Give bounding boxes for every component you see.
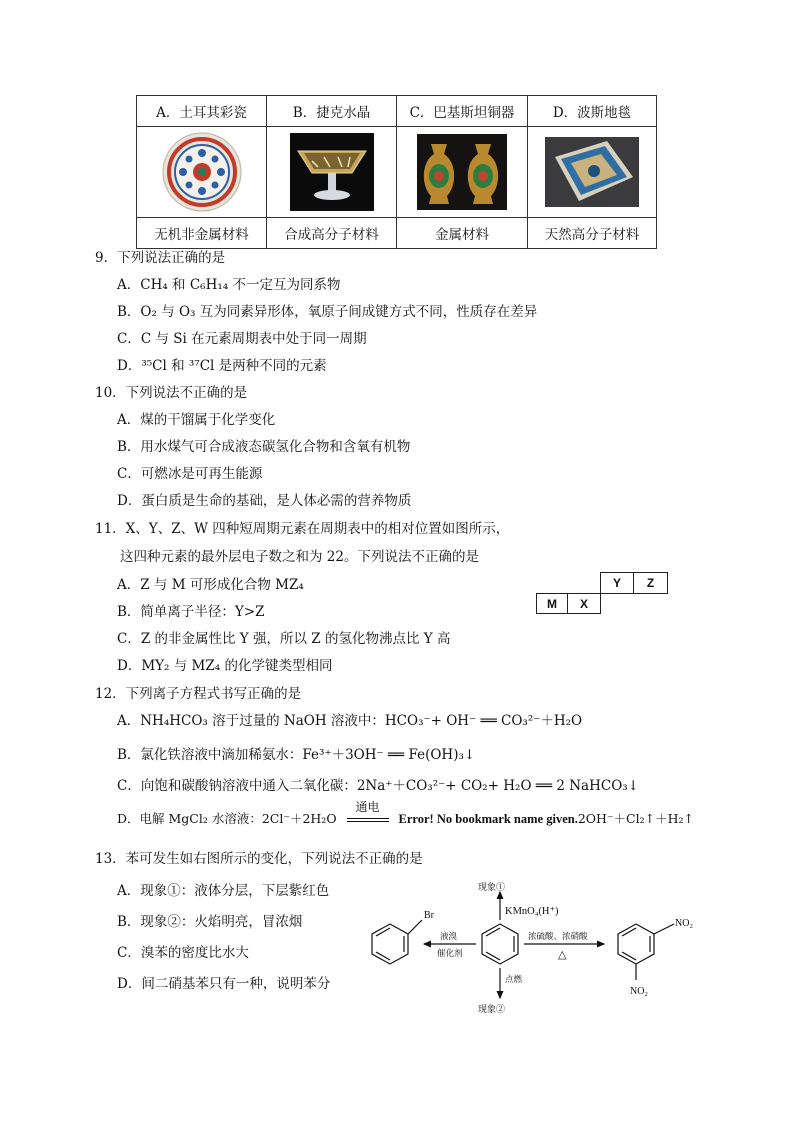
carpet-image-cell — [528, 127, 657, 218]
q12-option-d — [117, 800, 694, 828]
q10-option-a: A．煤的干馏属于化学变化 — [117, 412, 276, 428]
crystal-bowl-image-cell — [267, 127, 397, 218]
table-label-a: 无机非金属材料 — [137, 218, 267, 249]
table-header-a: A．土耳其彩瓷 — [137, 96, 267, 127]
phenomenon-1-label: 现象① — [478, 882, 506, 892]
table-label-b: 合成高分子材料 — [267, 218, 397, 249]
table-label-d: 天然高分子材料 — [528, 218, 657, 249]
materials-table — [136, 95, 657, 249]
q9-option-c: C．C 与 Si 在元素周期表中处于同一周期 — [117, 331, 367, 347]
q13-option-d: D．间二硝基苯只有一种，说明苯分 — [117, 976, 331, 992]
q12-option-b: B．氯化铁溶液中滴加稀氨水：Fe³⁺＋3OH⁻ ══ Fe(OH)₃↓ — [117, 747, 476, 763]
table-label-c: 金属材料 — [397, 218, 528, 249]
q12-stem: 12．下列离子方程式书写正确的是 — [95, 686, 302, 702]
bookmark-error: Error! No bookmark name given. — [398, 812, 578, 826]
q11-option-a: A．Z 与 M 可形成化合物 MZ₄ — [117, 577, 304, 593]
q12-d-prefix: D．电解 MgCl₂ 水溶液：2Cl⁻＋2H₂O — [117, 811, 337, 826]
heat-symbol: △ — [558, 949, 567, 961]
q11-option-c: C．Z 的非金属性比 Y 强，所以 Z 的氢化物沸点比 Y 高 — [117, 631, 451, 647]
catalyst-label: 催化剂 — [437, 948, 463, 958]
phenomenon-2-label: 现象② — [478, 1004, 506, 1014]
plate-image — [161, 131, 243, 213]
copper-vases-image — [417, 134, 507, 210]
q9-stem: 9．下列说法正确的是 — [95, 250, 226, 266]
grid-cell-x: X — [567, 593, 601, 614]
q13-option-c: C．溴苯的密度比水大 — [117, 945, 249, 961]
acid-mixture-label: 浓硫酸、浓硝酸 — [528, 931, 588, 941]
q12-option-a: A．NH₄HCO₃ 溶于过量的 NaOH 溶液中：HCO₃⁻+ OH⁻ ══ CO₃²⁻＋H₂O — [117, 713, 583, 729]
q9-option-a: A．CH₄ 和 C₆H₁₄ 不一定互为同系物 — [117, 277, 341, 293]
q10-option-b: B．用水煤气可合成液态碳氢化合物和含氧有机物 — [117, 439, 411, 455]
grid-cell-y: Y — [600, 572, 634, 594]
benzene-reaction-scheme — [360, 876, 705, 1016]
q9-option-d: D．³⁵Cl 和 ³⁷Cl 是两种不同的元素 — [117, 358, 327, 374]
table-header-b: B．捷克水晶 — [267, 96, 397, 127]
electrolysis-condition: 通电 — [355, 800, 380, 814]
grid-cell-m: M — [536, 593, 568, 614]
dinitrobenzene-structure — [618, 924, 674, 980]
kmno4-reagent: KMnO₄(H⁺) — [505, 906, 559, 917]
q11-stem-line1: 11．X、Y、Z、W 四种短周期元素在周期表中的相对位置如图所示， — [95, 521, 510, 537]
q11-option-b: B．简单离子半径：Y>Z — [117, 604, 265, 620]
electrolysis-arrow — [345, 800, 391, 828]
q12-option-c: C．向饱和碳酸钠溶液中通入二氧化碳：2Na⁺＋CO₃²⁻+ CO₂+ H₂O ══ 2 NaHCO₃↓ — [117, 778, 639, 794]
q11-stem-line2: 这四种元素的最外层电子数之和为 22。下列说法不正确的是 — [120, 549, 479, 565]
liquid-bromine-label: 液溴 — [440, 931, 458, 941]
q9-option-b: B．O₂ 与 O₃ 互为同素异形体，氧原子间成键方式不同，性质存在差异 — [117, 304, 538, 320]
grid-cell-z: Z — [633, 572, 668, 594]
no2-bottom-label: NO₂ — [630, 986, 648, 997]
q13-stem: 13．苯可发生如右图所示的变化，下列说法不正确的是 — [95, 851, 423, 867]
benzene-structure — [482, 924, 518, 964]
q12-d-products: 2OH⁻＋Cl₂↑＋H₂↑ — [577, 811, 694, 826]
q11-option-d: D．MY₂ 与 MZ₄ 的化学键类型相同 — [117, 658, 333, 674]
q13-option-a: A．现象①：液体分层，下层紫红色 — [117, 883, 330, 899]
q10-stem: 10．下列说法不正确的是 — [95, 385, 248, 401]
br-label: Br — [424, 910, 434, 921]
q13-option-b: B．现象②：火焰明亮，冒浓烟 — [117, 914, 303, 930]
q10-option-d: D．蛋白质是生命的基础，是人体必需的营养物质 — [117, 493, 412, 509]
ignite-label: 点燃 — [505, 974, 523, 984]
bromobenzene-structure — [372, 920, 422, 964]
no2-top-label: NO₂ — [675, 918, 693, 929]
table-header-c: C．巴基斯坦铜器 — [397, 96, 528, 127]
table-header-d: D．波斯地毯 — [528, 96, 657, 127]
carpet-image — [545, 137, 639, 207]
crystal-bowl-image — [290, 133, 374, 211]
copper-vases-image-cell — [397, 127, 528, 218]
plate-image-cell — [137, 127, 267, 218]
q10-option-c: C．可燃冰是可再生能源 — [117, 466, 263, 482]
